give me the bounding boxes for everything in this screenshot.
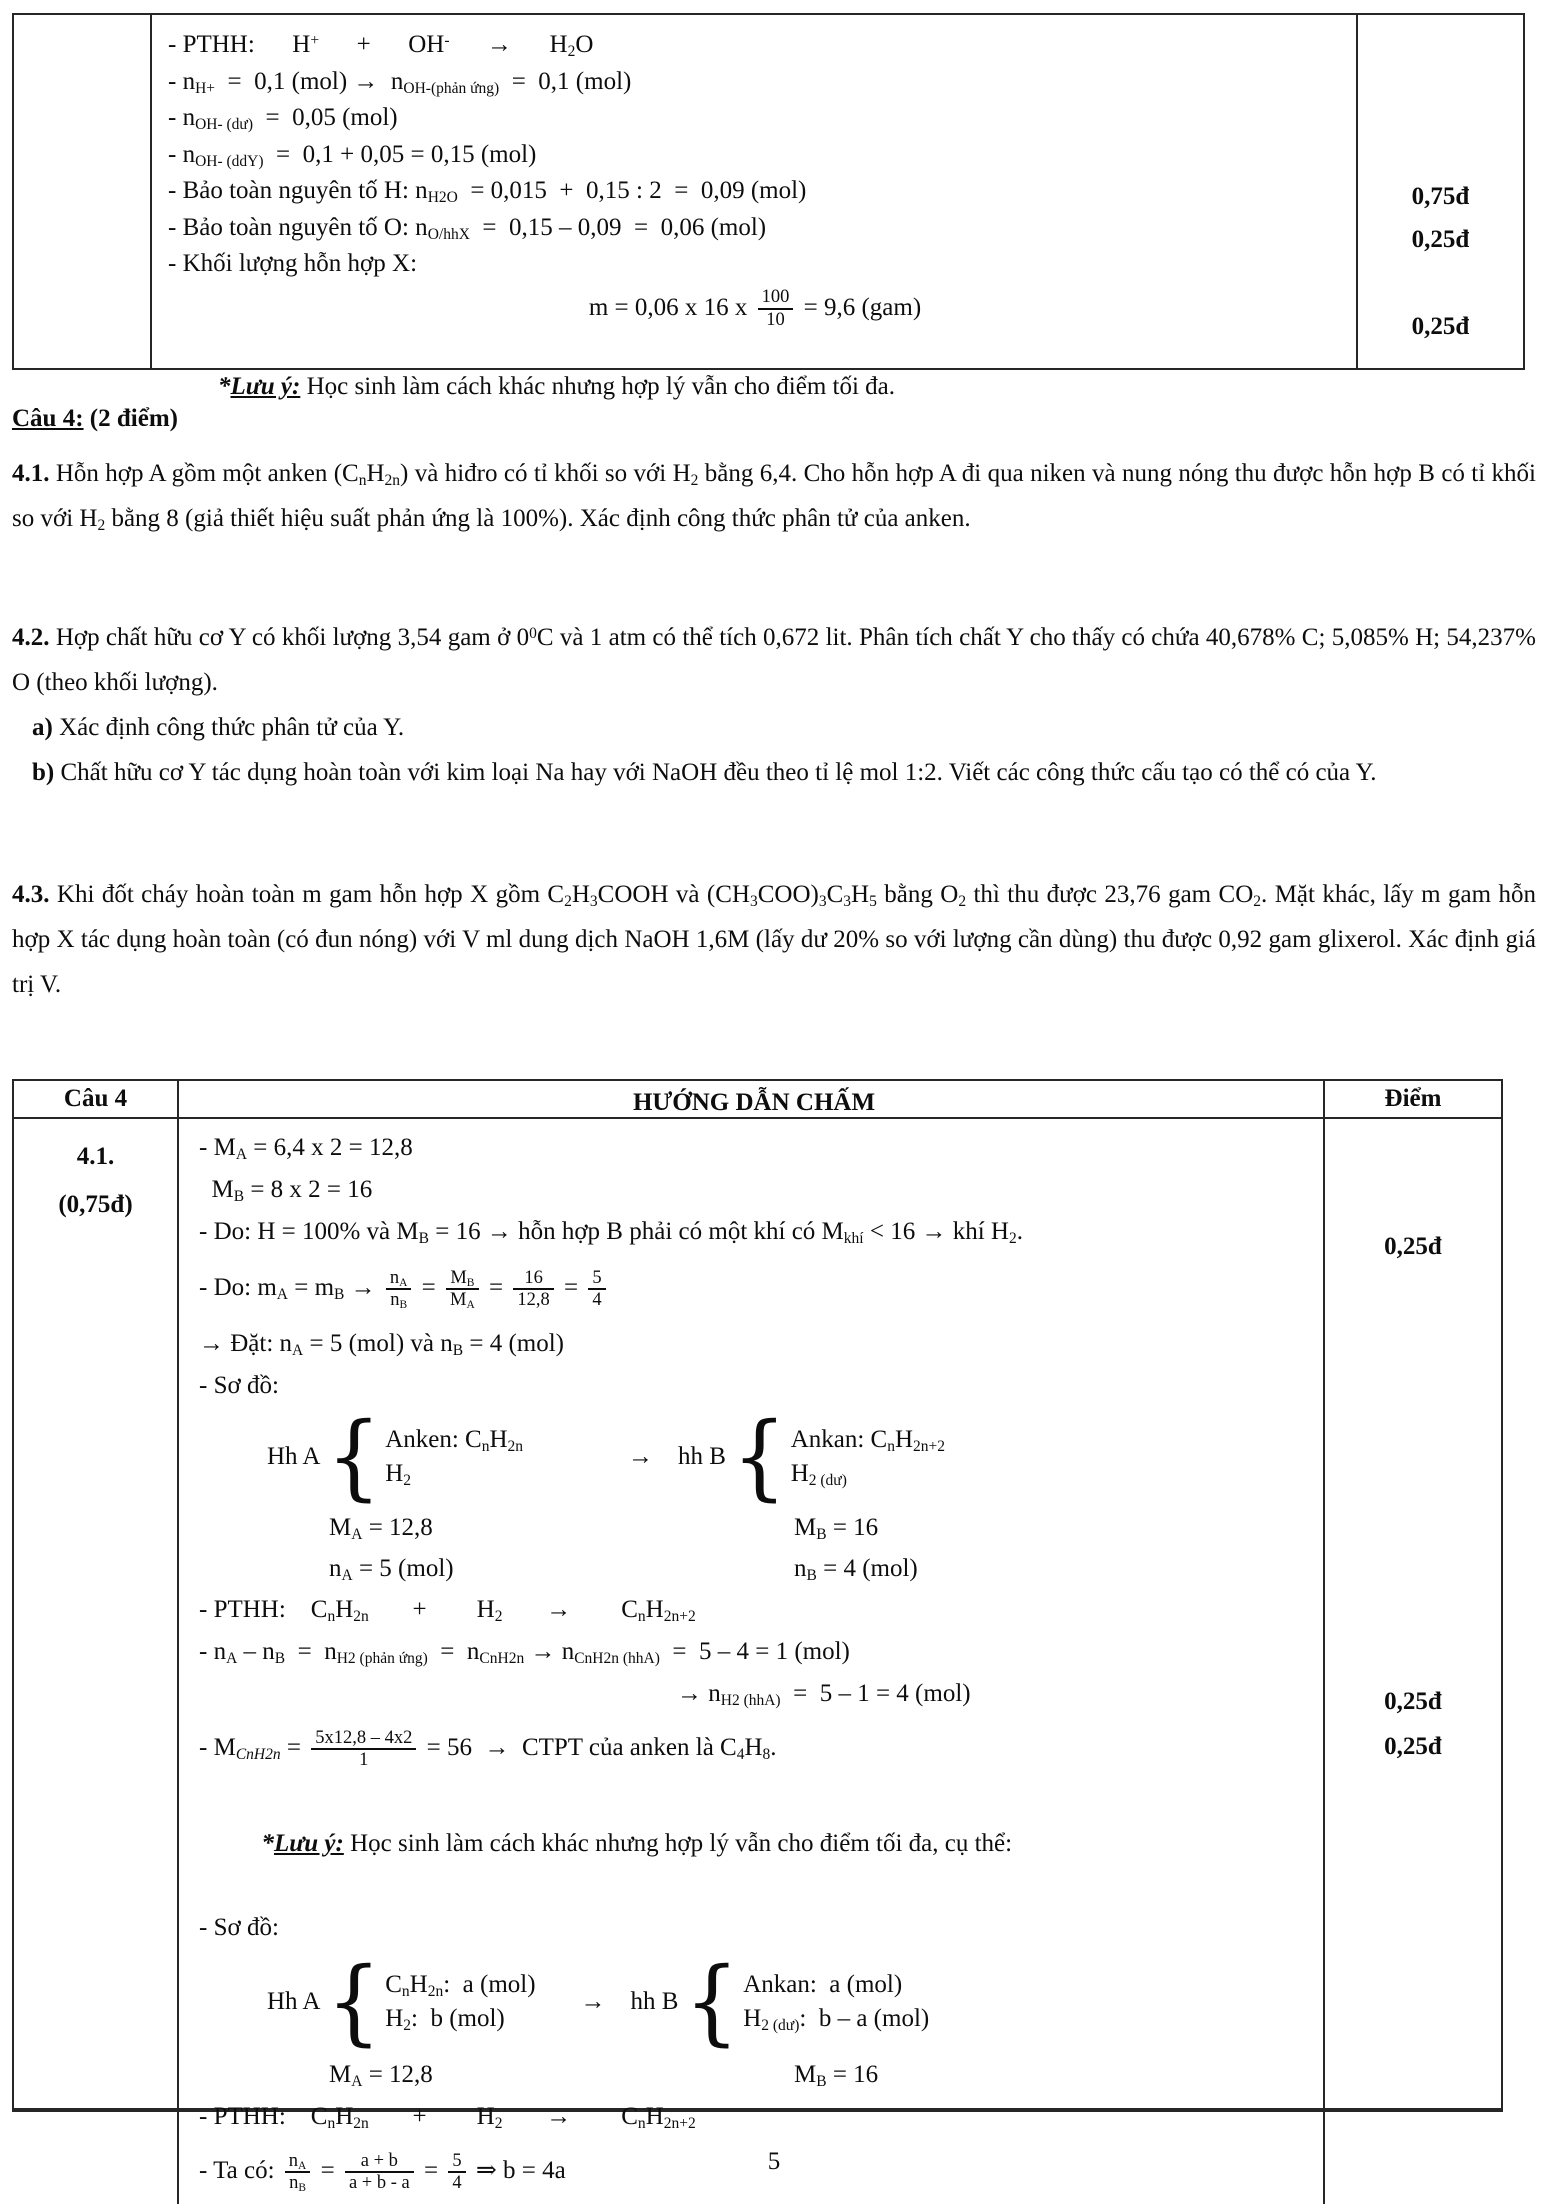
row-label: 4.1.: [76, 1143, 115, 1170]
solution-line: - Sơ đồ:: [199, 1914, 279, 1941]
solution-line: - Khối lượng hỗn hợp X:: [168, 250, 418, 277]
question-number: 4.1.: [12, 460, 50, 487]
solution-line: - $M_{CnH2n}$ = $\frac{5x12,8 - 4x2}{1}$ = 56 → CTPT của anken là $C_4H_8$.: [199, 1727, 777, 1771]
solution-line: - Do: H = 100% và $M_B = 16$ → hỗn hợp B phải có một khí có $M_{khí} < 16$ → khí $H_2$.: [199, 1218, 1023, 1247]
solution-line: - Bảo toàn nguyên tố O: $n_{O/hhX} = 0,15 - 0,09 = 0,06$ (mol): [168, 213, 767, 243]
note-text: Học sinh làm cách khác nhưng hợp lý vẫn cho điểm tối đa, cụ thể:: [343, 1830, 1013, 1857]
item-label: b): [32, 759, 55, 786]
solution-line: $M_B = 8$ x 2 = 16: [199, 1176, 373, 1205]
mixture-b-components: [743, 1968, 929, 2036]
grading-table: [12, 1079, 1503, 2195]
header-points-col: Điểm: [1384, 1085, 1442, 1112]
note-star: *: [261, 1830, 274, 1857]
mixture-a-components: [385, 1968, 535, 2036]
page-number: 5: [767, 2148, 781, 2175]
item-text: Chất hữu cơ Y tác dụng hoàn toàn với kim loại Na hay với NaOH đều theo tỉ lệ mol 1:2. Viết các công thức cấu tạo có thể có của Y.: [54, 759, 1377, 786]
reaction-arrow: →: [580, 1987, 606, 2015]
solution-line: - PTHH: $C_nH_{2n}$ + $H_2$ → $C_nH_{2n+2}$: [199, 1596, 696, 1625]
ma-value: $M_A = 12,8$: [329, 2061, 433, 2090]
solution-line: - Bảo toàn nguyên tố H: $n_{H2O} = 0,015 + 0,15$ : 2 = 0,09 (mol): [168, 177, 807, 206]
heading-rest: (2 điểm): [83, 405, 178, 432]
question-item-b: [12, 750, 1536, 795]
question-item-a: [12, 705, 1536, 750]
note-line: [168, 333, 1342, 443]
note-label: Lưu ý:: [230, 373, 301, 400]
component-line: $H_2$: [385, 1460, 412, 1489]
right-brace: {: [684, 1947, 740, 2056]
item-label: a): [32, 714, 53, 741]
points-cell: [1358, 15, 1523, 368]
mixture-a-group: [267, 1403, 524, 1511]
solution-line: - $n_{OH- (dư)} = 0,05$ (mol): [168, 104, 398, 133]
question-4-1: [12, 451, 1536, 541]
nb-value: $n_B = 4$ (mol): [794, 1555, 918, 1584]
mixture-b-label: hh B: [678, 1443, 726, 1470]
question-text: Hỗn hợp A gồm một anken $(C_nH_{2n})$ và hiđro có tỉ khối so với $H_2$ bằng 6,4. Cho hỗn hợp A đi qua niken và nung nóng thu được hỗn hợp B có tỉ khối so với $H_2$ bằng 8 (giả thiết hiệu suất phản ứng là 100%). Xác định công thức phân tử của anken.: [12, 460, 1537, 534]
mixture-a-group: [267, 1947, 536, 2056]
na-value: $n_A = 5$ (mol): [329, 1555, 454, 1584]
mixture-a-label: Hh A: [267, 1987, 321, 2015]
scheme-diagram-1: [199, 1403, 1309, 1511]
heading-label: Câu 4:: [12, 405, 84, 432]
grading-table-row: [14, 1119, 1501, 2204]
scheme-diagram-2: [199, 1949, 1309, 2054]
mixture-a-components: [385, 1423, 523, 1491]
mixture-a-label: Hh A: [267, 1443, 321, 1470]
points-value: 0,25đ: [1384, 1233, 1442, 1260]
solution-line: - Sơ đồ:: [199, 1372, 279, 1399]
molar-mass-row: [199, 1507, 1309, 1549]
points-value: 0,25đ: [1411, 226, 1470, 253]
component-line: Ankan: $C_nH_{2n+2}$: [790, 1426, 946, 1455]
component-line: Ankan: a (mol): [743, 1970, 903, 1998]
solution-line: - Ta có: $\frac{n_A}{n_B}$ = $\frac{a + b}{a + b - a}$ = $\frac{5}{4}$ ⇒ b = 4a: [199, 2150, 566, 2195]
ma-value: $M_A = 12,8$: [329, 1514, 433, 1543]
header-question-col: Câu 4: [14, 1081, 179, 1117]
mb-value: $M_B = 16$: [794, 2061, 879, 2090]
component-line: $H_2$: b (mol): [385, 2004, 505, 2034]
header-guide-col: HƯỚNG DẪN CHẤM: [179, 1081, 1325, 1117]
left-brace: {: [326, 1947, 382, 2056]
points-value: 0,75đ: [1411, 183, 1470, 210]
solution-line: → Đặt: $n_A = 5$ (mol) và $n_B = 4$ (mol): [199, 1330, 564, 1359]
mb-value: $M_B = 16$: [794, 1514, 879, 1543]
solution-line: - PTHH: H+ + OH- → $H_2O$: [168, 31, 594, 60]
question-text: Khi đốt cháy hoàn toàn m gam hỗn hợp X gồm $C_2H_3COOH$ và $(CH_3COO)_3C_3H_5$ bằng $O_2$ thì thu được 23,76 gam $CO_2$. Mặt khác, lấy m gam hỗn hợp X tác dụng hoàn toàn (có đun nóng) với V ml dung dịch NaOH 1,6M (lấy dư 20% so với lượng cần dùng) thu được 0,92 gam glixerol. Xác định giá trị V.: [12, 881, 1536, 998]
answer-table-continuation: [12, 13, 1525, 400]
component-line: Anken: $C_nH_{2n}$: [385, 1426, 524, 1455]
question-label-cell: [14, 15, 152, 368]
question-4-2: [12, 615, 1536, 795]
solution-line: - Do: $m_A = m_B$ → $\frac{n_A}{n_B}$ = $\frac{M_B}{M_A}$ = $\frac{16}{12,8}$ = $\frac{5}{4}$: [199, 1253, 1309, 1323]
row-sublabel: (0,75đ): [58, 1191, 133, 1218]
mixture-b-group: [678, 1403, 946, 1511]
solution-line: - $M_A = 6,4$ x 2 = 12,8: [199, 1134, 413, 1163]
solution-line: - $n_{OH- (ddY)} = 0,1 + 0,05 = 0,15$ (mol): [168, 140, 537, 170]
question-main: [12, 615, 1536, 705]
component-line: $C_nH_{2n}$: a (mol): [385, 1970, 536, 2000]
solution-line: - PTHH: $C_nH_{2n}$ + $H_2$ → $C_nH_{2n+2}$: [199, 2103, 696, 2132]
mixture-b-label: hh B: [630, 1987, 679, 2015]
section-heading: [12, 405, 178, 433]
left-brace: {: [326, 1403, 382, 1511]
note-line: [199, 1781, 1309, 1907]
solution-line: → $n_{H2 (hhA)} = 5 - 1 = 4$ (mol): [677, 1680, 971, 1709]
question-label-cell: [14, 1119, 179, 2204]
reaction-arrow: →: [628, 1443, 654, 1470]
item-text: Xác định công thức phân tử của Y.: [52, 714, 405, 741]
question-number: 4.3.: [12, 881, 50, 908]
component-line: $H_{2 (dư)}$: b – a (mol): [743, 2004, 930, 2034]
component-line: $H_{2 (dư)}$: [790, 1460, 847, 1489]
note-text: Học sinh làm cách khác nhưng hợp lý vẫn cho điểm tối đa.: [300, 373, 896, 400]
points-cell: [1325, 1119, 1501, 2204]
grading-table-header: [14, 1081, 1501, 1119]
solution-line: - $n_{H+} = 0,1$ $(mol) \to n_{OH-(phản ứng)} = 0,1$ (mol): [168, 67, 632, 97]
points-value: 0,25đ: [1384, 1688, 1442, 1715]
solution-cell: [152, 15, 1358, 400]
molar-mass-row: [199, 2054, 1309, 2096]
question-text: Hợp chất hữu cơ Y có khối lượng 3,54 gam ở $0^0C$ và 1 atm có thể tích 0,672 lit. Phân tích chất Y cho thấy có chứa 40,678% C; 5,085% H; 54,237% O (theo khối lượng).: [12, 624, 1537, 696]
note-label: Lưu ý:: [274, 1830, 344, 1857]
points-value: 0,25đ: [1411, 313, 1470, 340]
solution-line: - $n_A - n_B = n_{H2 (phản ứng)} = n_{CnH2n} \to n_{CnH2n (hhA)} = 5 - 4 = 1$ (mol): [199, 1638, 850, 1667]
mole-row: [199, 1549, 1309, 1589]
mixture-b-group: [630, 1947, 930, 2056]
question-4-3: [12, 872, 1536, 1007]
solution-cell: [179, 1119, 1325, 2204]
right-brace: {: [731, 1403, 787, 1511]
mass-formula: m = 0,06 x 16 x $\frac{100}{10}$ = 9,6 (gam): [588, 287, 922, 330]
question-number: 4.2.: [12, 624, 50, 651]
points-value: 0,25đ: [1384, 1733, 1442, 1760]
note-star: *: [218, 373, 231, 400]
mixture-b-components: [791, 1423, 945, 1491]
